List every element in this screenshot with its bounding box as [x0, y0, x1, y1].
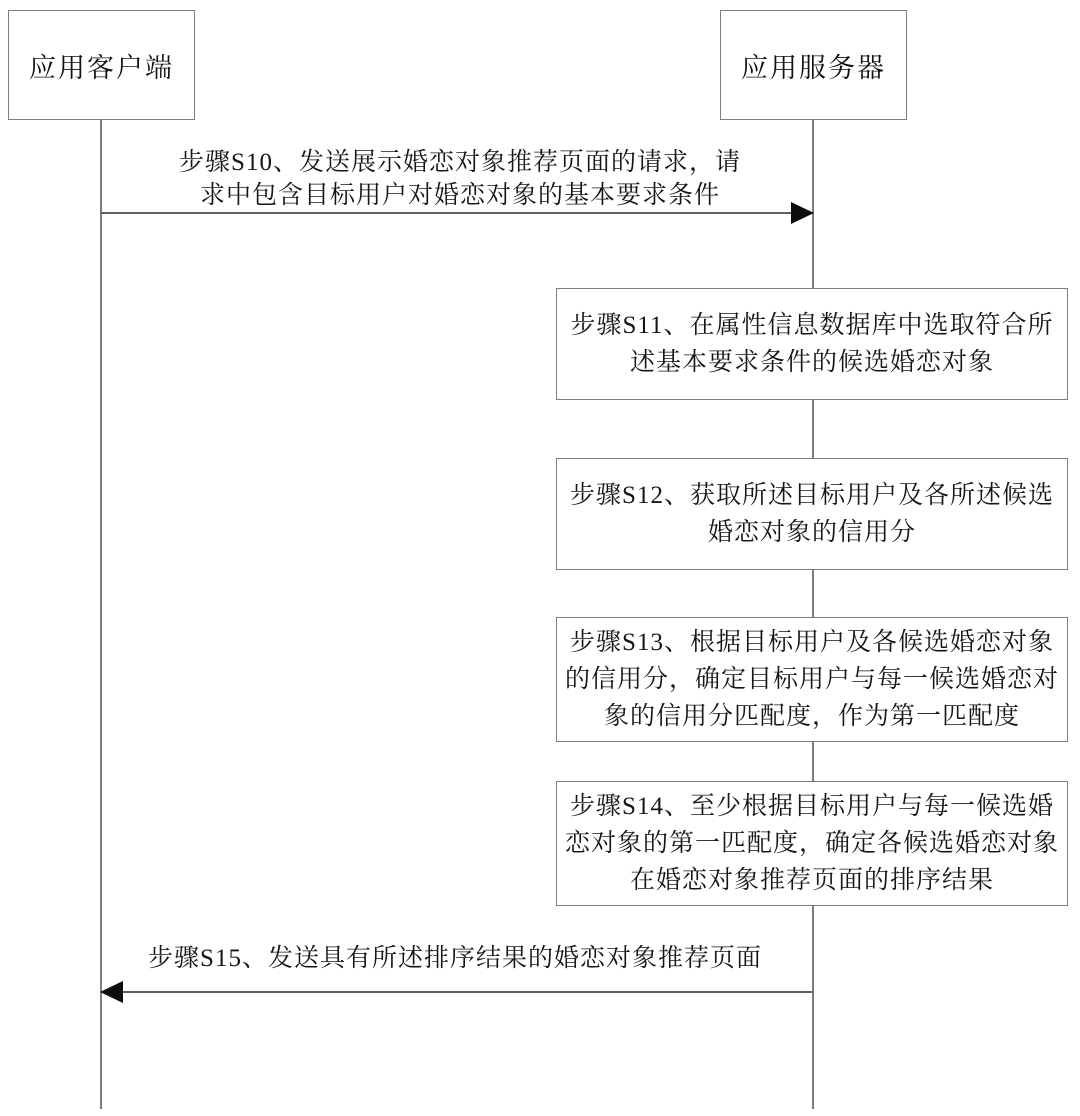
message-s10-arrow-line: [101, 212, 797, 214]
actor-box-server: [720, 10, 907, 120]
step-s11-line-2: 述基本要求条件的候选婚恋对象: [629, 349, 994, 376]
arrowhead-right-icon: [791, 202, 814, 224]
step-s13-line-1: 步骤S13、根据目标用户及各候选婚恋对象: [570, 629, 1054, 656]
actor-box-client: [8, 10, 195, 120]
message-s10-text: [115, 146, 805, 212]
step-box-s11: [556, 288, 1068, 400]
step-s13-line-3: 象的信用分匹配度，作为第一匹配度: [603, 703, 1020, 730]
step-s14-line-2: 恋对象的第一匹配度，确定各候选婚恋对象: [564, 830, 1059, 857]
message-s15-text: [105, 942, 805, 975]
step-box-s13: [556, 617, 1068, 742]
step-s14-line-1: 步骤S14、至少根据目标用户与每一候选婚: [570, 793, 1054, 820]
step-s13-line-2: 的信用分，确定目标用户与每一候选婚恋对: [564, 666, 1059, 693]
message-s15-arrow-line: [119, 991, 813, 993]
message-s10-line-1: 步骤S10、发送展示婚恋对象推荐页面的请求，请: [179, 149, 741, 176]
message-s15-line-1: 步骤S15、发送具有所述排序结果的婚恋对象推荐页面: [148, 945, 762, 972]
lifeline-client: [100, 119, 102, 1109]
message-s10-line-2: 求中包含目标用户对婚恋对象的基本要求条件: [199, 182, 720, 209]
arrowhead-left-icon: [100, 981, 123, 1003]
step-box-s14: [556, 781, 1068, 906]
step-s14-line-3: 在婚恋对象推荐页面的排序结果: [629, 867, 994, 894]
step-s11-line-1: 步骤S11、在属性信息数据库中选取符合所: [570, 312, 1054, 339]
step-s12-line-2: 婚恋对象的信用分: [707, 519, 916, 546]
lifeline-server: [812, 119, 814, 1109]
step-s12-line-1: 步骤S12、获取所述目标用户及各所述候选: [570, 482, 1054, 509]
actor-label-client: 应用客户端: [29, 52, 174, 83]
step-box-s12: [556, 458, 1068, 570]
actor-label-server: 应用服务器: [741, 52, 886, 83]
